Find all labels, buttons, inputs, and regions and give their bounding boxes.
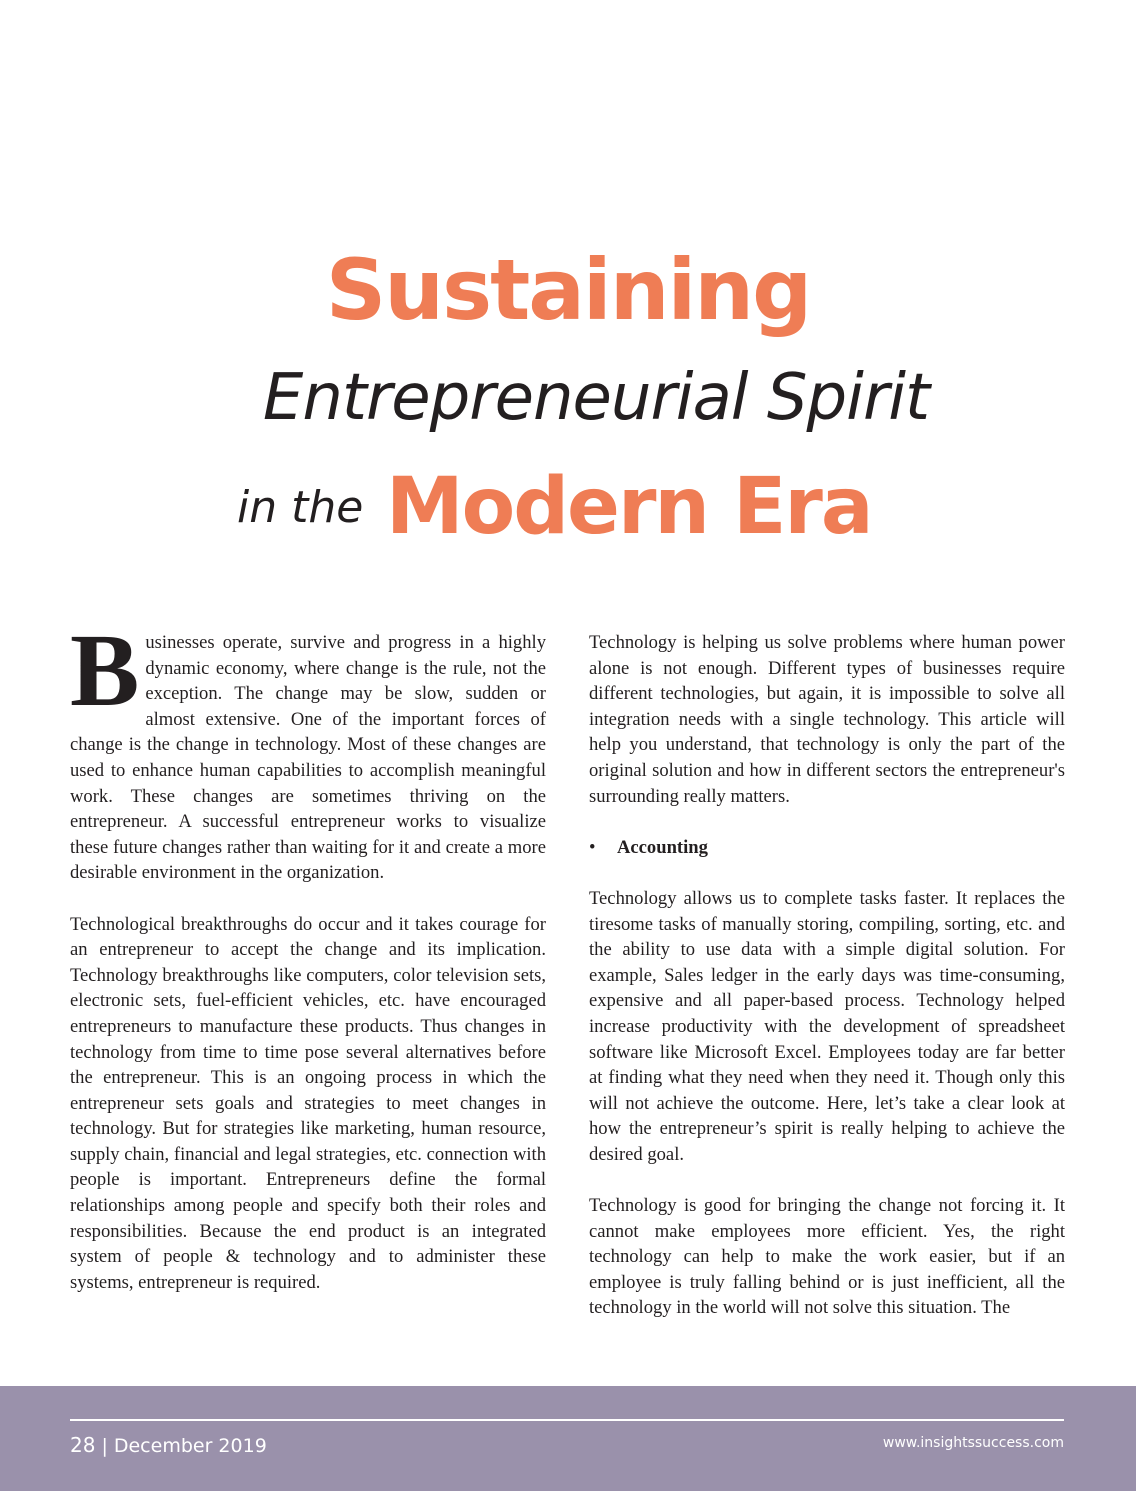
right-column	[589, 630, 1065, 1347]
paragraph-technology-good: Technology is good for bringing the change not forcing it. It cannot make employees more efficient. Yes, the right technology can help to make the work easier, but if an employee is truly falling behind or is just inefficient, all the technology in the world will not solve this situation. The	[589, 1195, 1065, 1319]
issue-date: December 2019	[113, 1435, 267, 1457]
paragraph-breakthroughs: Technological breakthroughs do occur and it takes courage for an entrepreneur to accept the change and its implication. Technology breakthroughs like computers, color television sets, electronic sets, fuel-efficient vehicles, etc. have encouraged entrepreneurs to manufacture these products. Thus changes in technology from time to time pose several alternatives before the entrepreneur. This is an ongoing process in which the entrepreneur sets goals and strategies to meet changes in technology. But for strategies like marketing, human resource, supply chain, financial and legal strategies, etc. connection with people is important. Entrepreneurs define the formal relationships among people and specify both their roles and responsibilities. Because the end product is an integrated system of people & technology and to administer these systems, entrepreneur is required.	[70, 913, 546, 1293]
footer-divider	[70, 1419, 1064, 1421]
bullet-icon: •	[589, 836, 596, 858]
drop-cap: B	[70, 613, 140, 728]
footer-separator: |	[101, 1435, 108, 1457]
title-line-in-the: in the	[237, 482, 364, 533]
paragraph-intro	[70, 613, 546, 886]
paragraph-accounting: Technology allows us to complete tasks faster. It replaces the tiresome tasks of manually storing, compiling, sorting, etc. and the ability to use data with a simple digital solution. For example, Sales ledger in the early days was time-consuming, expensive and all paper-based process. Technology helped increase productivity with the development of spreadsheet software like Microsoft Excel. Employees today are far better at finding what they need when they need it. Though only this will not achieve the outcome. Here, let’s take a clear look at how the entrepreneur’s spirit is really helping to achieve the desired goal.	[589, 887, 1065, 1165]
title-line-modern-era: Modern Era	[386, 462, 872, 552]
section-heading-text: Accounting	[617, 836, 708, 858]
paragraph-technology-helping: Technology is helping us solve problems where human power alone is not enough. Different types of businesses require different technologies, but again, it is impossible to solve all integration needs with a single technology. This article will help you understand, that technology is only the part of the original solution and how in different sectors the entrepreneur's surrounding really matters.	[589, 632, 1065, 807]
page-footer	[0, 1386, 1136, 1491]
footer-page-info	[70, 1432, 267, 1459]
website-link[interactable]: www.insightssuccess.com	[882, 1435, 1064, 1451]
left-column	[70, 613, 546, 1321]
paragraph-intro-text: usinesses operate, survive and progress in a highly dynamic economy, where change is the rule, not the exception. The change may be slow, sudden or almost extensive. One of the important forces of change is the change in technology. Most of these changes are used to enhance human capabilities to accomplish meaningful work. These changes are sometimes thriving on the entrepreneur. A successful entrepreneur works to visualize these future changes rather than waiting for it and create a more desirable environment in the organization.	[70, 632, 546, 884]
title-line-entrepreneurial-spirit: Entrepreneurial Spirit	[262, 361, 930, 435]
title-line-sustaining: Sustaining	[325, 241, 811, 339]
page-number: 28	[70, 1433, 96, 1457]
section-heading-accounting	[589, 835, 1065, 861]
